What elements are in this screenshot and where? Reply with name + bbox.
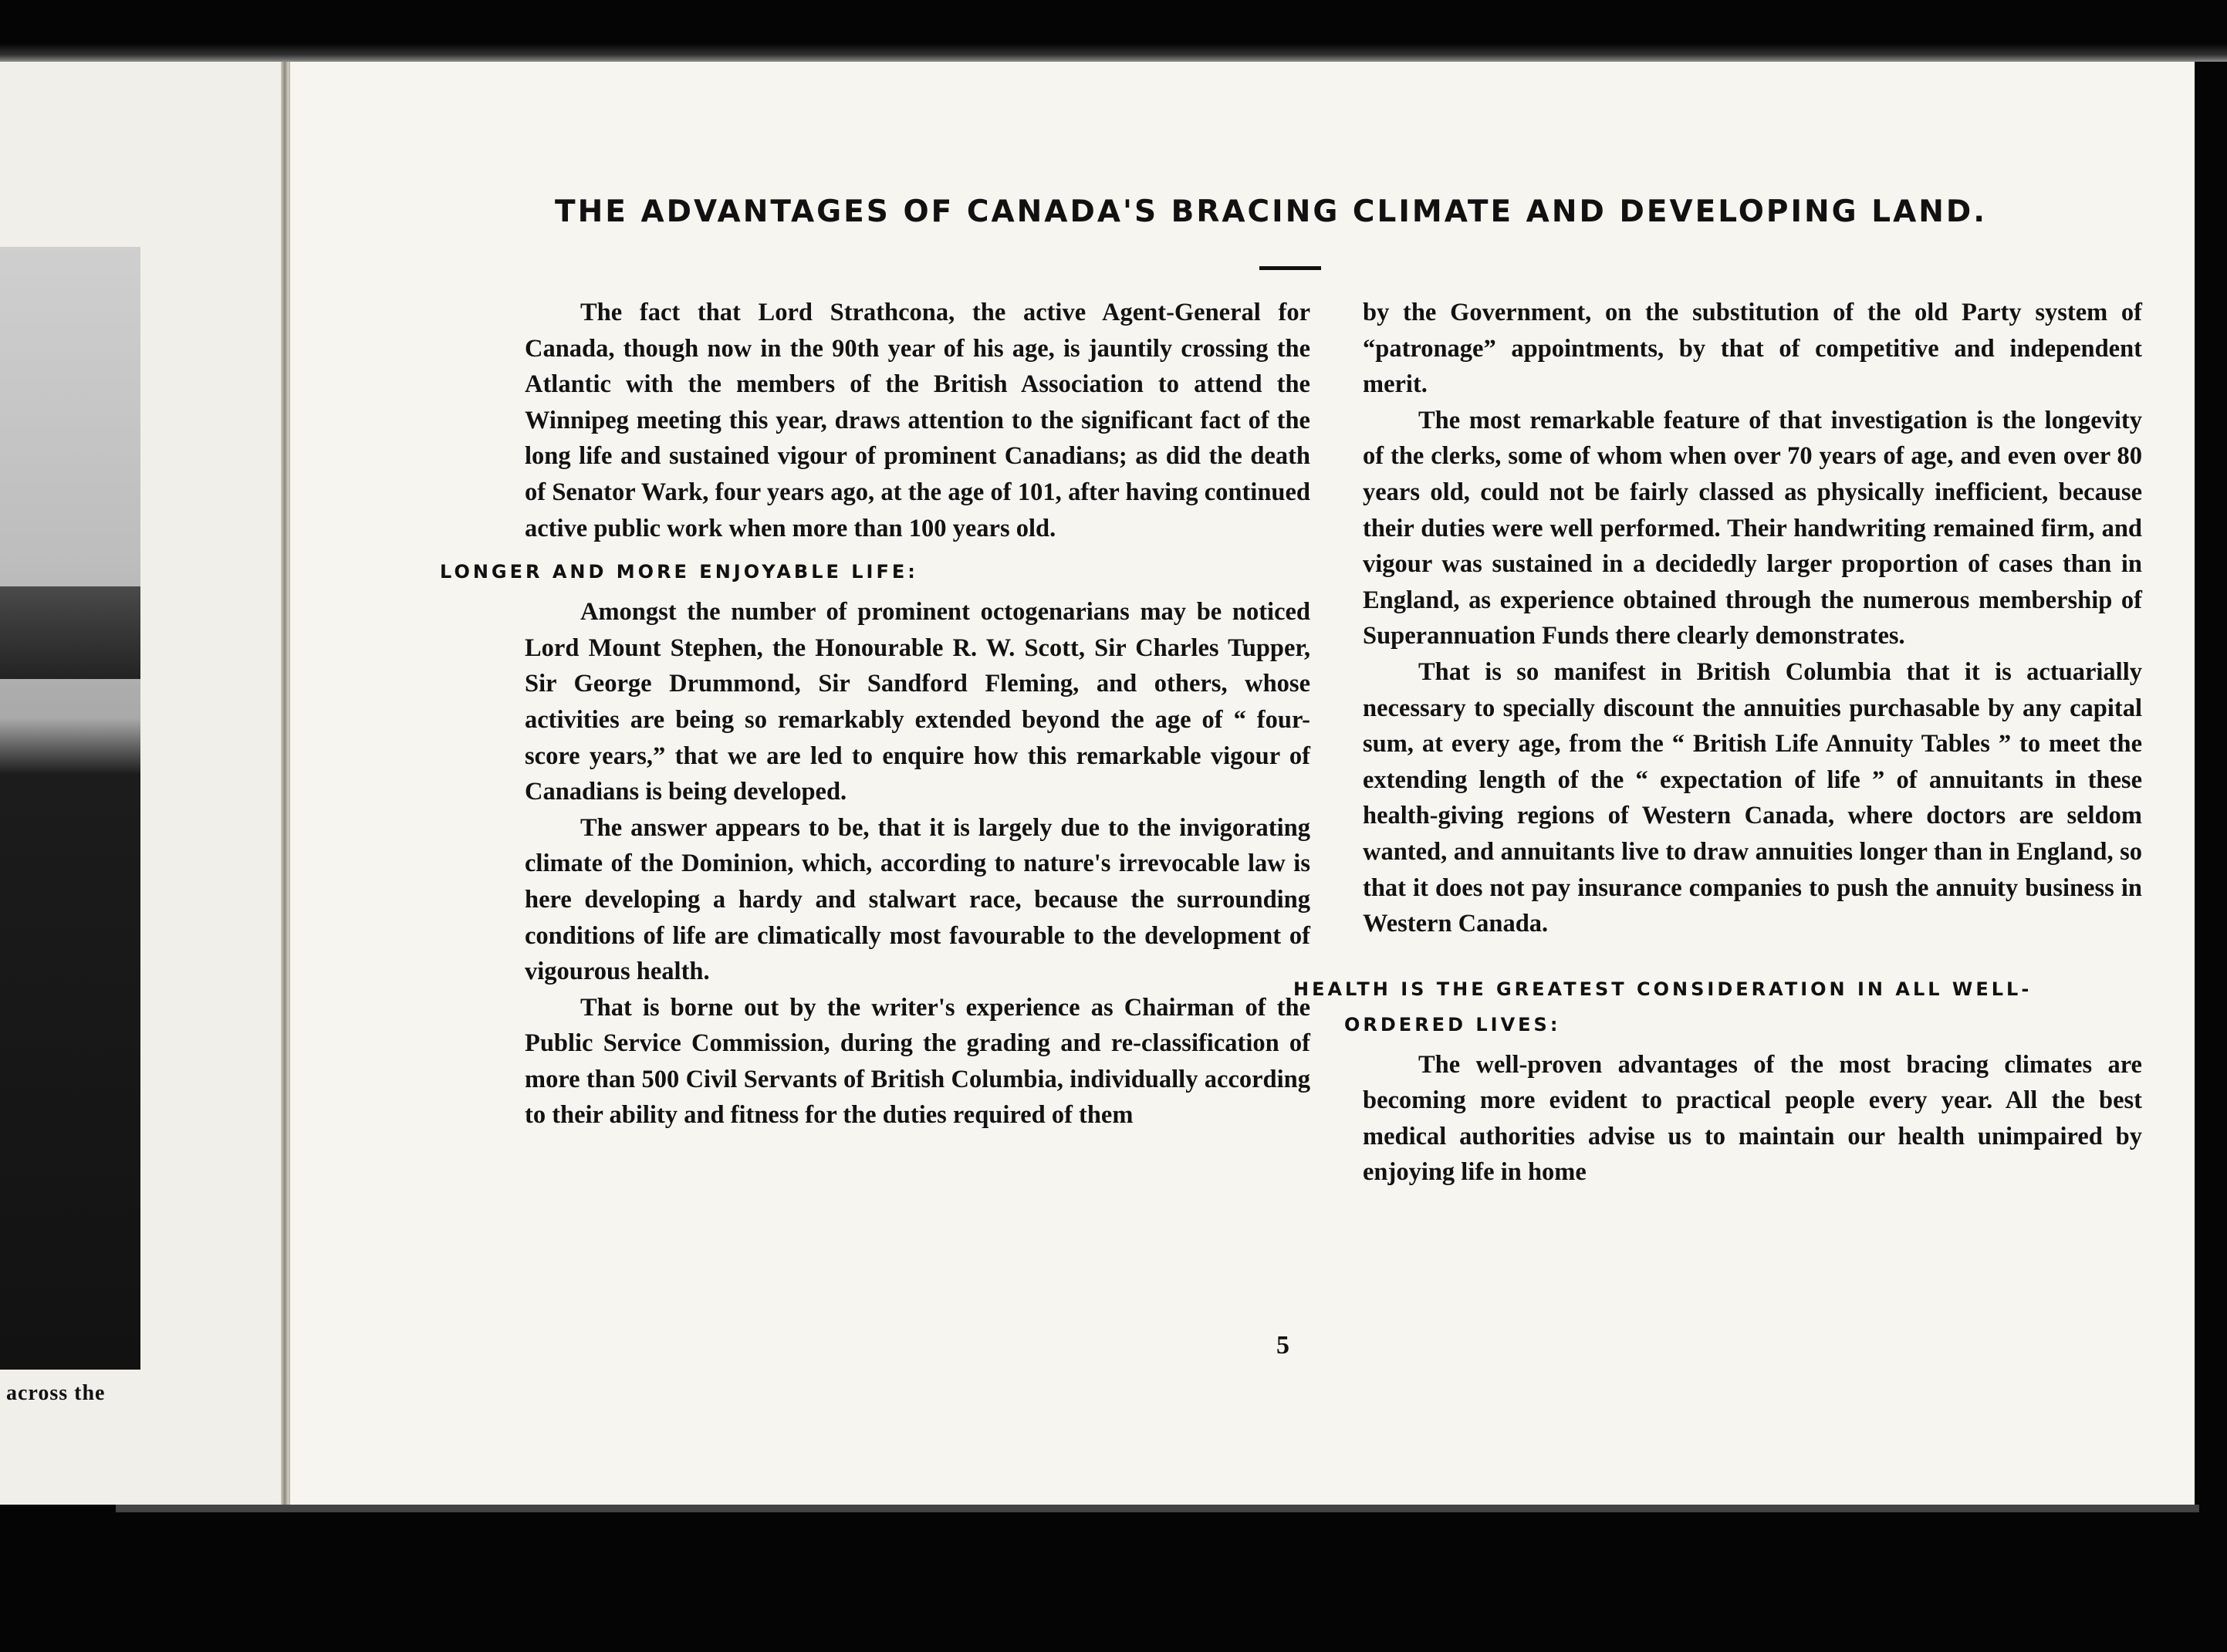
bottom-page-shadow [116,1505,2199,1512]
main-page [289,62,2195,1505]
left-page-photograph [0,247,140,1370]
paragraph: That is so manifest in British Columbia that it is actuarially necessary to specially discount the annuities purchasable by any capital sum, at every age, from the “ British Life Annuity Tables ” to meet the extending length of the “ expectation of life ” of annuitants in these health-giving regions of Western Canada, where doctors are seldom wanted, and annuitants live to draw annuities longer than in England, so that it does not pay insurance companies to push the annuity business in Western Canada. [1363,657,2142,938]
right-text-column [1293,295,2227,1191]
section-heading-line-1: HEALTH IS THE GREATEST CONSIDERATION IN ALL WELL- [1293,978,2033,1000]
section-heading [1293,971,2142,1042]
paragraph: The fact that Lord Strathcona, the active Agent-General for Canada, though now in the 90th year of his age, is jauntily crossing the Atlantic with the members of the British Association to attend the Winnipeg meeting this year, draws attention to the significant fact of the long life and sustained vigour of prominent Canadians; as did the death of Senator Wark, four years ago, at the age of 101, after having continued active public work when more than 100 years old. [525,299,1310,542]
left-photo-dark-band [0,586,140,679]
paragraph: by the Government, on the substitution of the old Party system of “patronage” appointments, by that of competitive and independent merit. [1363,299,2142,399]
page-number: 5 [1276,1331,1289,1360]
left-page-caption: across the [6,1381,106,1405]
paragraph: Amongst the number of prominent octogenarians may be noticed Lord Mount Stephen, the Honourable R. W. Scott, Sir Charles Tupper, Sir George Drummond, Sir Sandford Fleming, and others, whose activities are being so remarkably extended beyond the age of “ four-score years,” that we are led to enquire how this remarkable vigour of Canadians is being developed. [525,598,1310,806]
book-gutter [281,54,289,1505]
section-heading-line-2: ORDERED LIVES: [1344,1013,1561,1035]
top-page-rule [0,45,2227,62]
section-heading: LONGER AND MORE ENJOYABLE LIFE: [440,561,918,583]
paragraph: The answer appears to be, that it is largely due to the invigorating climate of the Dominion, which, according to nature's irrevocable law is here developing a hardy and stalwart race, because the surrounding conditions of life are climatically most favourable to the development of vigourous health. [525,813,1310,986]
left-facing-page [0,54,287,1505]
paragraph: The well-proven advantages of the most bracing climates are becoming more evident to practical people every year. All the best medical authorities advise us to maintain our health unimpaired by enjoying life in home [1363,1050,2142,1187]
paragraph: That is borne out by the writer's experience as Chairman of the Public Service Commission, during the grading and re-classification of more than 500 Civil Servants of British Columbia, individually according to their ability and fitness for the duties required of them [525,993,1310,1130]
page-title: THE ADVANTAGES OF CANADA'S BRACING CLIMATE AND DEVELOPING LAND. [555,194,1988,229]
paragraph: The most remarkable feature of that investigation is the longevity of the clerks, some of whom when over 70 years of age, and even over 80 years old, could not be fairly classed as physically inefficient, because their duties were well performed. Their handwriting remained firm, and vigour was sustained in a decidedly larger proportion of cases than in England, as experience obtained through the numerous membership of Superannuation Funds there clearly demonstrates. [1363,406,2142,650]
page-edge-line [289,62,290,1505]
title-ornament-dash [1259,266,1321,270]
